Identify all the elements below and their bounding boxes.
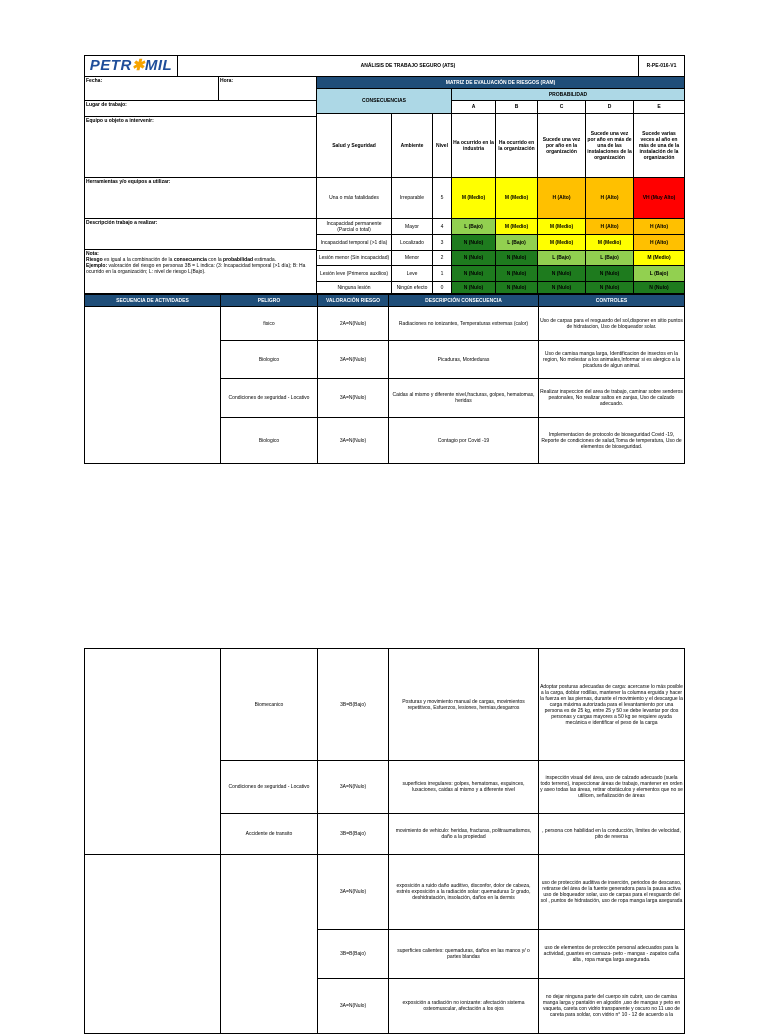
peligro-cell[interactable]: Biomecanico bbox=[220, 648, 318, 761]
ram-risk-cell: N (Nulo) bbox=[585, 265, 634, 282]
ram-risk-cell: L (Bajo) bbox=[633, 265, 685, 282]
peligro-cell[interactable]: Biologico bbox=[220, 417, 318, 464]
controles-cell[interactable]: Uso de camisa manga larga, Identificacion de insectos en la region, No molestar a los animales,Informar si es alergico a la picadura de algun animal. bbox=[538, 340, 685, 379]
descripcion-cell[interactable]: exposición a radiación no ionizante: afectación sistema osteomuscular, afectación a los ojos bbox=[388, 978, 539, 1034]
ram-risk-cell: H (Alto) bbox=[585, 177, 634, 219]
fecha-field[interactable]: Fecha: bbox=[84, 76, 219, 101]
ram-title: MATRIZ DE EVALUACIÓN DE RIESGOS (RAM) bbox=[316, 76, 685, 89]
probability-letter: B bbox=[495, 100, 538, 114]
ram-ambiente-cell: Leve bbox=[391, 265, 433, 282]
probability-letter: E bbox=[633, 100, 685, 114]
peligro-cell[interactable]: Accidente de transito bbox=[220, 813, 318, 855]
ram-nivel-cell: 5 bbox=[432, 177, 452, 219]
ram-salud-cell: Lesión menor (Sin incapacidad) bbox=[316, 250, 392, 266]
descripcion-cell[interactable]: movimiento de vehiculo: heridas, fracturas, politraumatismos, daño a la propiedad bbox=[388, 813, 539, 855]
logo-star-icon: ✱ bbox=[131, 57, 145, 74]
ram-risk-cell: N (Nulo) bbox=[451, 281, 496, 294]
ram-risk-cell: M (Medio) bbox=[495, 218, 538, 235]
valoracion-cell[interactable]: 3A=N(Nulo) bbox=[317, 378, 389, 418]
nota-box: Nota: Riesgo es igual a la combinación de la consecuencia con la probabilidad estimada. Ejemplo: valoración del riesgo en personas 3B = L indica: (3: Incapacidad temporal (>1 día); B: Ha ocurrido en la organización; L: nivel de riesgo L(Bajo). bbox=[84, 249, 317, 294]
probability-description: Ha ocurrido en la organización bbox=[495, 113, 538, 178]
controles-cell[interactable]: Realizar inspeccion del area de trabajo, caminar sobre senderos peatonales, No realizar saltos en zanjas, Uso de calzado adecuado. bbox=[538, 378, 685, 418]
descripcion-cell[interactable]: Picaduras, Mordeduras bbox=[388, 340, 539, 379]
ram-risk-cell: L (Bajo) bbox=[451, 218, 496, 235]
th-controles: CONTROLES bbox=[538, 294, 685, 307]
probability-description: Sucede varias veces al año en más de una de la instalación de la organización bbox=[633, 113, 685, 178]
logo-cell bbox=[84, 55, 178, 77]
ram-risk-cell: N (Nulo) bbox=[495, 250, 538, 266]
valoracion-cell[interactable]: 3A=N(Nulo) bbox=[317, 978, 389, 1034]
probability-description: Ha ocurrido en la industria bbox=[451, 113, 496, 178]
secuencia-cell[interactable] bbox=[84, 306, 221, 464]
ram-risk-cell: L (Bajo) bbox=[495, 234, 538, 251]
valoracion-cell[interactable]: 3A=N(Nulo) bbox=[317, 417, 389, 464]
controles-cell[interactable]: no dejar ninguna parte del cuerpo sin cubrir, uso de camisa manga larga y pantalón en algodón ,uso de mangas y peto en vaqueta, careta con vidrio transparente y oscuro no 11 uso de careta para soldar, con vidrio n° 10 - 12 de acuerdo a la bbox=[538, 978, 685, 1034]
descripcion-cell[interactable]: exposición a ruido daño auditivo, disconfor, dolor de cabeza, estrés exposición a la radiación solar: quemaduras 1r grado, deshidratación, insolación, daños en la dermis bbox=[388, 854, 539, 930]
controles-cell[interactable]: inspección visual del área, uso de calzado adecuado (suela todo terreno), inspeccionar áreas de trabajo, mantener en orden y aseo todas las áreas, retirar obstáculos y elementos que no se utilicen, señalización de áreas bbox=[538, 760, 685, 814]
ram-risk-cell: M (Medio) bbox=[451, 177, 496, 219]
controles-cell[interactable]: , persona con habilidad en la conducción, límites de velocidad, pito de reversa bbox=[538, 813, 685, 855]
col-salud-header: Salud y Seguridad bbox=[316, 113, 392, 178]
ram-risk-cell: H (Alto) bbox=[633, 218, 685, 235]
ram-risk-cell: N (Nulo) bbox=[633, 281, 685, 294]
ram-risk-cell: N (Nulo) bbox=[451, 250, 496, 266]
ram-ambiente-cell: Mayor bbox=[391, 218, 433, 235]
ram-ambiente-cell: Menor bbox=[391, 250, 433, 266]
ram-nivel-cell: 2 bbox=[432, 250, 452, 266]
company-logo: PETR✱MIL bbox=[89, 57, 173, 74]
ram-risk-cell: L (Bajo) bbox=[585, 250, 634, 266]
probabilidad-header: PROBABILIDAD bbox=[451, 88, 685, 101]
hora-field[interactable]: Hora: bbox=[218, 76, 317, 101]
probability-letter: D bbox=[585, 100, 634, 114]
lugar-field[interactable]: Lugar de trabajo: bbox=[84, 100, 317, 117]
ram-risk-cell: L (Bajo) bbox=[537, 250, 586, 266]
ram-nivel-cell: 1 bbox=[432, 265, 452, 282]
probability-letter: C bbox=[537, 100, 586, 114]
valoracion-cell[interactable]: 2A=N(Nulo) bbox=[317, 306, 389, 341]
ram-risk-cell: M (Medio) bbox=[495, 177, 538, 219]
ram-risk-cell: M (Medio) bbox=[537, 218, 586, 235]
ram-risk-cell: M (Medio) bbox=[537, 234, 586, 251]
descripcion-cell[interactable]: Caidas al mismo y diferente nivel,fracturas, golpes, hematomas, heridas bbox=[388, 378, 539, 418]
consecuencias-header: CONSECUENCIAS bbox=[316, 88, 452, 114]
valoracion-cell[interactable]: 3B=B(Bajo) bbox=[317, 813, 389, 855]
secuencia-cell-2b[interactable] bbox=[84, 854, 221, 1034]
peligro-cell[interactable]: Condiciones de seguridad - Locativo bbox=[220, 378, 318, 418]
ram-risk-cell: VH (Muy Alto) bbox=[633, 177, 685, 219]
ram-salud-cell: Una o más fatalidades bbox=[316, 177, 392, 219]
probability-letter: A bbox=[451, 100, 496, 114]
ram-risk-cell: H (Alto) bbox=[633, 234, 685, 251]
probability-description: Sucede una vez por año en la organización bbox=[537, 113, 586, 178]
controles-cell[interactable]: uso de protección auditiva de inserción, periodos de descanso, retirarse del área de la fuente generadora para la pausa activa uso de bloqueador solar, uso de carpas para el resguardo del sol , puntos de hidratación, uso de ropa manga larga asegurada bbox=[538, 854, 685, 930]
valoracion-cell[interactable]: 3B=B(Bajo) bbox=[317, 648, 389, 761]
ram-ambiente-cell: Localizado bbox=[391, 234, 433, 251]
col-ambiente-header: Ambiente bbox=[391, 113, 433, 178]
ram-risk-cell: N (Nulo) bbox=[451, 234, 496, 251]
descripcion-field[interactable]: Descripción trabajo a realizar: bbox=[84, 218, 317, 250]
peligro-cell-2b[interactable] bbox=[220, 854, 318, 1034]
herramientas-field[interactable]: Herramientas y/o equipos a utilizar: bbox=[84, 177, 317, 219]
valoracion-cell[interactable]: 3A=N(Nulo) bbox=[317, 340, 389, 379]
ram-risk-cell: H (Alto) bbox=[585, 218, 634, 235]
probability-description: Sucede una vez por año en más de una de las instalaciones de la organización bbox=[585, 113, 634, 178]
ram-ambiente-cell: Ningún efecto bbox=[391, 281, 433, 294]
controles-cell[interactable]: Adoptar posturas adecuadas de carga: acercarse lo más posible a la carga, doblar rodillas, mantener la columna erguida y hacer la fuerza en las piernas, durante el movimiento y el descargue la carga máxima autorizada para el levantamiento por una persona es de 25 kg, entre 25 y 50 se debe levantar por dos personas y cargas mayores a 50 kg se requiere ayuda mecánica e identificar el peso de la carga bbox=[538, 648, 685, 761]
ram-risk-cell: N (Nulo) bbox=[451, 265, 496, 282]
th-descripcion: DESCRIPCIÓN CONSECUENCIA bbox=[388, 294, 539, 307]
descripcion-cell[interactable]: Posturas y movimiento manual de cargas, movimientos repetitivos, Esfuerzos, lesiones, hernias,desgarros bbox=[388, 648, 539, 761]
ram-risk-cell: M (Medio) bbox=[585, 234, 634, 251]
peligro-cell[interactable]: fisico bbox=[220, 306, 318, 341]
controles-cell[interactable]: Uso de carpas para el resguardo del sol,disponer en sitio puntos de hidratacion, Uso de bloqueador solar. bbox=[538, 306, 685, 341]
descripcion-cell[interactable]: superficies irregulares: golpes, hematomas, esguinces, luxaciones, caidas al mismo y a diferente nivel bbox=[388, 760, 539, 814]
ram-risk-cell: N (Nulo) bbox=[537, 281, 586, 294]
ram-nivel-cell: 0 bbox=[432, 281, 452, 294]
ram-risk-cell: N (Nulo) bbox=[585, 281, 634, 294]
ram-nivel-cell: 4 bbox=[432, 218, 452, 235]
valoracion-cell[interactable]: 3A=N(Nulo) bbox=[317, 854, 389, 930]
ram-risk-cell: N (Nulo) bbox=[495, 265, 538, 282]
ram-ambiente-cell: Irreparable bbox=[391, 177, 433, 219]
controles-cell[interactable]: Implementacion de protocolo de bioseguridad Covid -19, Reporte de condiciones de salud,Toma de temperatura, Uso de elementos de bioseguridad. bbox=[538, 417, 685, 464]
ram-risk-cell: H (Alto) bbox=[537, 177, 586, 219]
valoracion-cell[interactable]: 3B=B(Bajo) bbox=[317, 929, 389, 979]
ram-salud-cell: Incapacidad temporal (>1 día) bbox=[316, 234, 392, 251]
ram-risk-cell: N (Nulo) bbox=[495, 281, 538, 294]
peligro-cell[interactable]: Condiciones de seguridad - Locativo bbox=[220, 760, 318, 814]
descripcion-cell[interactable]: Contagio por Covid -19 bbox=[388, 417, 539, 464]
ram-nivel-cell: 3 bbox=[432, 234, 452, 251]
ram-risk-cell: M (Medio) bbox=[633, 250, 685, 266]
controles-cell[interactable]: uso de elementos de protección personal adecuados para la actividad, guantes en carnaza- peto - mangas - zapatos caña alta , ropa manga larga asegurada. bbox=[538, 929, 685, 979]
secuencia-cell-2a[interactable] bbox=[84, 648, 221, 855]
th-secuencia: SECUENCIA DE ACTIVIDADES bbox=[84, 294, 221, 307]
document-code: R-PE-016-V1 bbox=[638, 55, 685, 77]
document-title: ANÁLISIS DE TRABAJO SEGURO (ATS) bbox=[177, 55, 639, 77]
ram-risk-cell: N (Nulo) bbox=[537, 265, 586, 282]
ram-salud-cell: Ninguna lesión bbox=[316, 281, 392, 294]
th-valoracion: VALORACIÓN RIESGO bbox=[317, 294, 389, 307]
descripcion-cell[interactable]: Radiaciones no ionizantes, Temperaturas extremas (calor) bbox=[388, 306, 539, 341]
peligro-cell[interactable]: Biologico bbox=[220, 340, 318, 379]
descripcion-cell[interactable]: superficies calientes: quemaduras, daños en las manos y/ o partes blandas bbox=[388, 929, 539, 979]
th-peligro: PELIGRO bbox=[220, 294, 318, 307]
ram-salud-cell: Lesión leve (Primeros auxilios) bbox=[316, 265, 392, 282]
ram-salud-cell: Incapacidad permanente (Parcial o total) bbox=[316, 218, 392, 235]
equipo-field[interactable]: Equipo u objeto a intervenir: bbox=[84, 116, 317, 178]
valoracion-cell[interactable]: 3A=N(Nulo) bbox=[317, 760, 389, 814]
col-nivel-header: Nivel bbox=[432, 113, 452, 178]
